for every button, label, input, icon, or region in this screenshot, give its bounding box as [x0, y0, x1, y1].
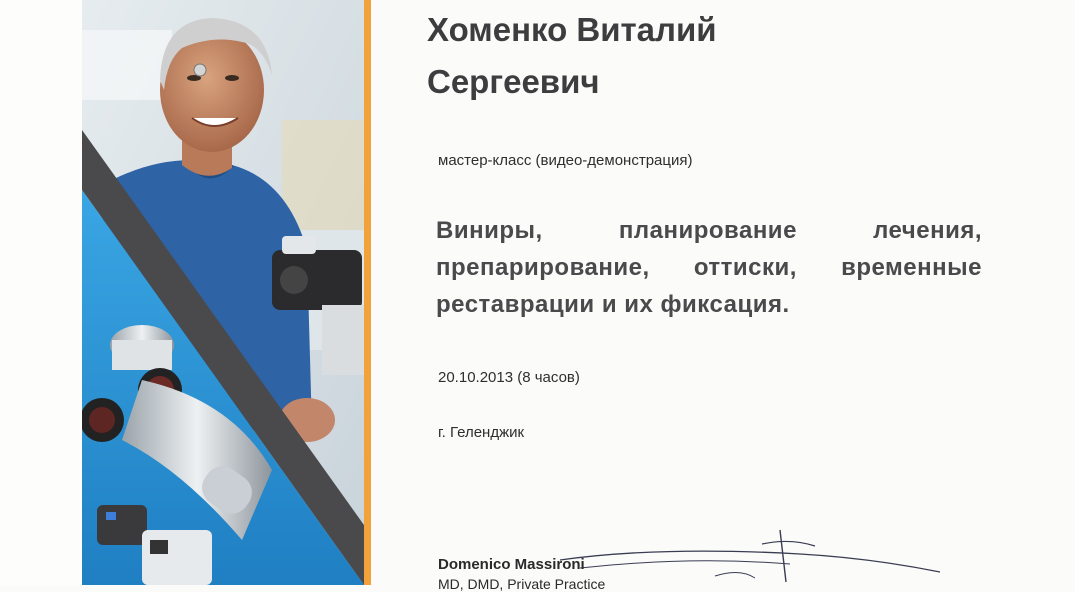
participant-name-line1: Хоменко Виталий — [427, 11, 717, 48]
signer-name: Domenico Massironi — [438, 556, 585, 573]
left-margin — [0, 0, 82, 585]
signer-title: MD, DMD, Private Practice — [438, 576, 606, 592]
course-title: Виниры, планирование лечения, препарирование, оттиски, временные реставрации и их фиксация. — [436, 217, 982, 318]
event-type: мастер-класс (видео-демонстрация) — [438, 152, 693, 169]
participant-name — [427, 4, 987, 108]
participant-name-line2: Сергеевич — [427, 63, 600, 100]
instructor-photo-illustration — [82, 0, 364, 585]
event-city: г. Геленджик — [438, 424, 525, 441]
accent-stripe — [364, 0, 371, 585]
event-date: 20.10.2013 (8 часов) — [438, 369, 580, 386]
instructor-photo — [82, 0, 364, 585]
